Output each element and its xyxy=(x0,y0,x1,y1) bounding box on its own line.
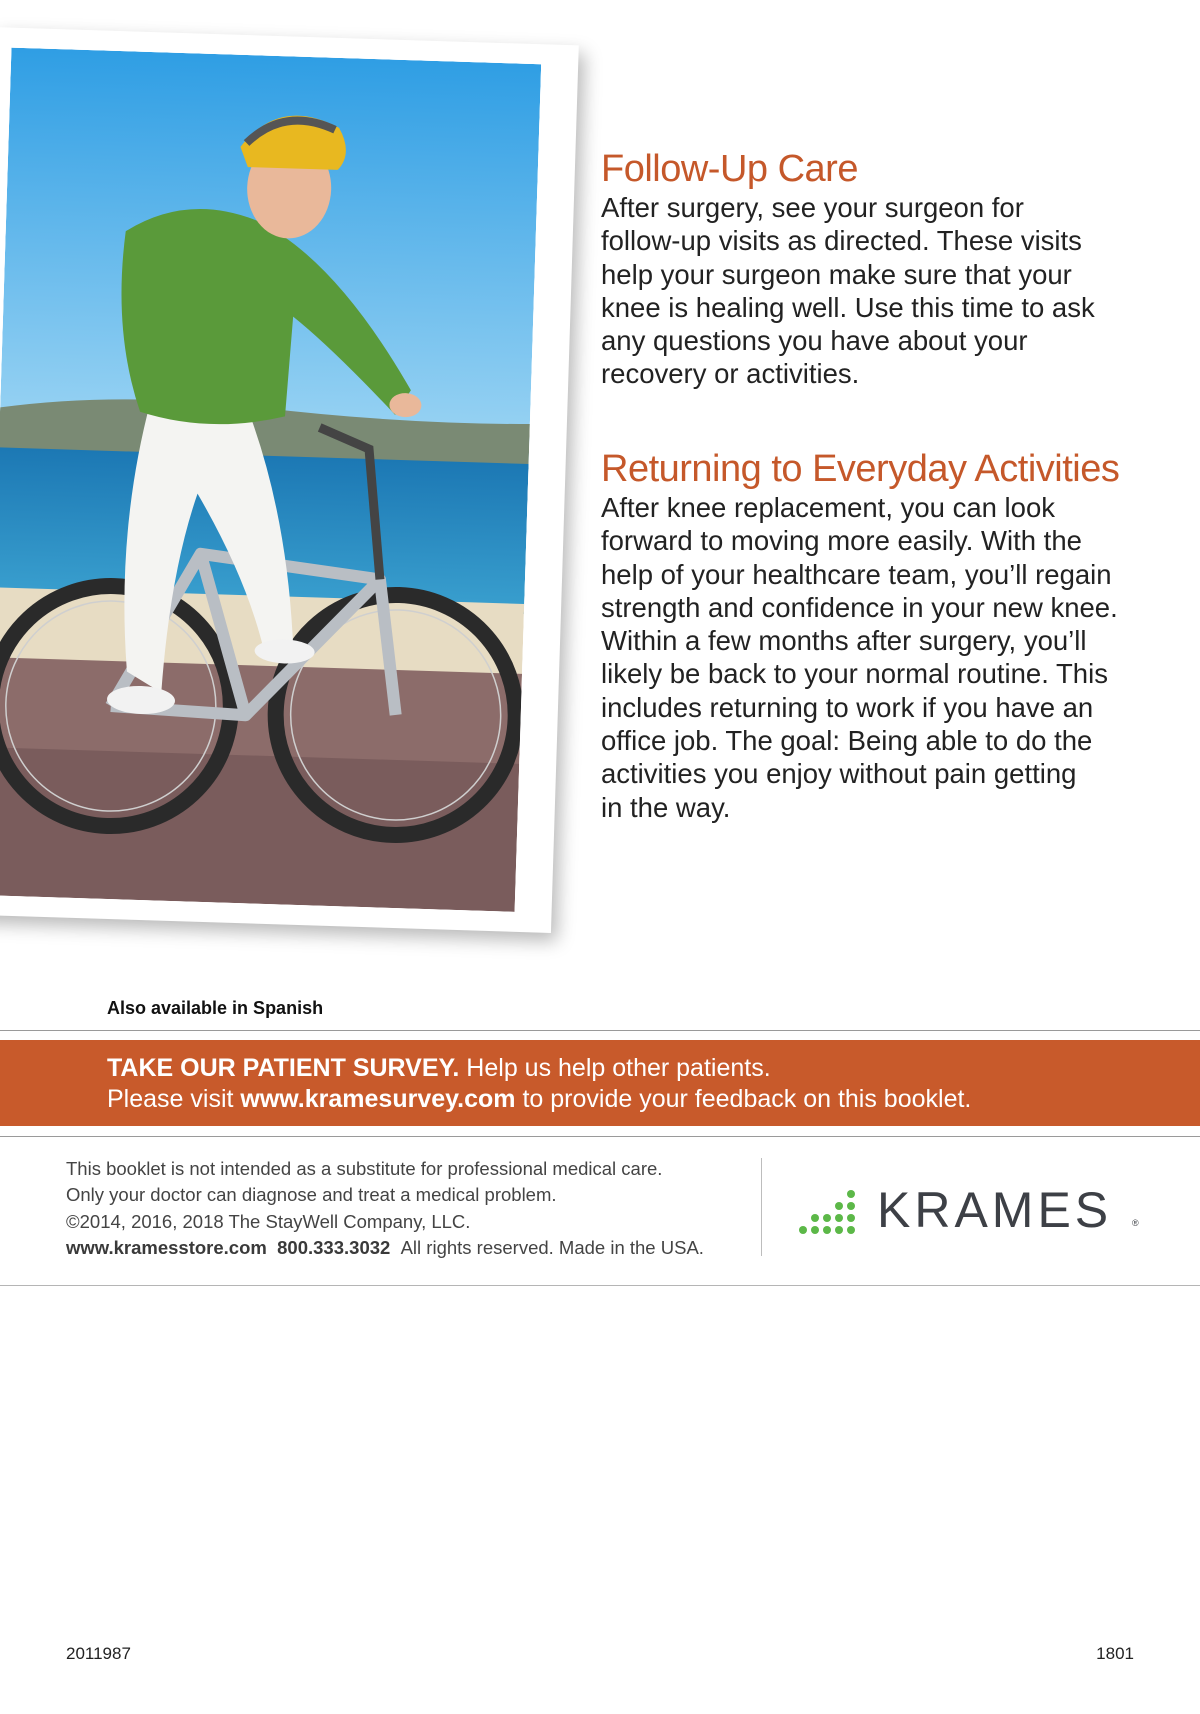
survey-url-link[interactable]: www.kramesurvey.com xyxy=(240,1085,516,1113)
body-line: knee is healing well. Use this time to ask xyxy=(601,291,1095,323)
survey-visit-text: Please visit xyxy=(107,1085,241,1113)
body-line: office job. The goal: Being able to do the xyxy=(601,725,1093,757)
vertical-divider xyxy=(761,1158,762,1256)
survey-subtitle: Help us help other patients. xyxy=(459,1054,771,1082)
follow-up-care-heading: Follow-Up Care xyxy=(601,148,858,190)
survey-banner xyxy=(0,1040,1200,1126)
everyday-activities-section xyxy=(601,447,1161,824)
registered-mark: ® xyxy=(1132,1218,1139,1228)
survey-line-2 xyxy=(107,1084,971,1114)
edition-code: 1801 xyxy=(1096,1644,1134,1663)
logo-dots-icon xyxy=(797,1182,865,1238)
body-line: activities you enjoy without pain getting xyxy=(601,758,1077,790)
photo-frame xyxy=(0,27,579,933)
disclaimer-line: This booklet is not intended as a substitute for professional medical care. xyxy=(66,1158,663,1179)
body-line: likely be back to your normal routine. This xyxy=(601,658,1108,690)
body-line: in the way. xyxy=(601,791,731,823)
copyright-line: ©2014, 2016, 2018 The StayWell Company, LLC. xyxy=(66,1210,471,1232)
phone-number: 800.333.3032 xyxy=(277,1236,391,1258)
rights-text: All rights reserved. Made in the USA. xyxy=(400,1236,704,1258)
follow-up-care-section xyxy=(601,147,1161,391)
body-line: help of your healthcare team, you’ll regain xyxy=(601,558,1112,590)
spanish-availability-note: Also available in Spanish xyxy=(107,998,324,1018)
body-line: strength and confidence in your new knee. xyxy=(601,591,1118,623)
cyclist-photo xyxy=(0,48,541,912)
legal-disclaimer xyxy=(66,1156,704,1261)
body-line: follow-up visits as directed. These visits xyxy=(601,225,1082,257)
logo-wordmark: KRAMES xyxy=(877,1182,1113,1238)
body-line: recovery or activities. xyxy=(601,358,860,390)
divider xyxy=(0,1136,1200,1137)
disclaimer-line: Only your doctor can diagnose and treat a medical problem. xyxy=(66,1184,557,1206)
cyclist-illustration xyxy=(0,48,541,912)
body-line: includes returning to work if you have an xyxy=(601,691,1094,723)
divider xyxy=(0,1285,1200,1286)
follow-up-care-body xyxy=(601,191,1161,391)
everyday-activities-body xyxy=(601,491,1161,824)
everyday-activities-heading: Returning to Everyday Activities xyxy=(601,448,1120,490)
divider xyxy=(0,1030,1200,1031)
publication-code: 2011987 xyxy=(66,1644,131,1663)
body-line: any questions you have about your xyxy=(601,325,1028,357)
body-line: help your surgeon make sure that your xyxy=(601,258,1072,290)
survey-feedback-text: to provide your feedback on this booklet. xyxy=(515,1085,972,1113)
body-line: Within a few months after surgery, you’ll xyxy=(601,625,1087,657)
survey-line-1 xyxy=(107,1053,771,1083)
body-line: After surgery, see your surgeon for xyxy=(601,192,1024,223)
body-line: After knee replacement, you can look xyxy=(601,492,1056,523)
store-url-link[interactable]: www.kramesstore.com xyxy=(66,1236,267,1258)
survey-title: TAKE OUR PATIENT SURVEY. xyxy=(107,1054,460,1082)
krames-logo xyxy=(797,1182,1147,1242)
body-line: forward to moving more easily. With the xyxy=(601,525,1082,557)
